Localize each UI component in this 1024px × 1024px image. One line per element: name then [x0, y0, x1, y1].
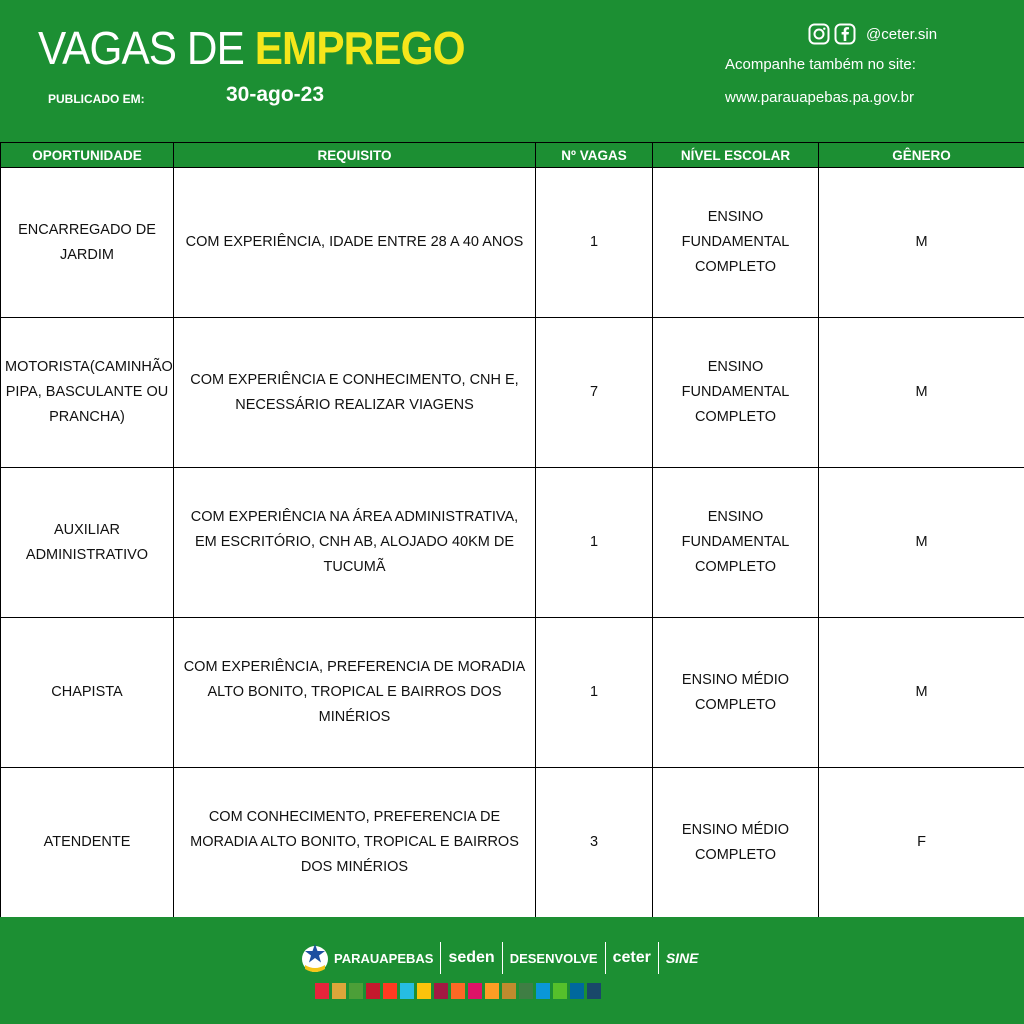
table-row [1, 768, 1024, 918]
logo-text-parauapebas: PARAUAPEBAS [334, 950, 434, 966]
sdg-goal-14-icon [536, 983, 550, 999]
cell-role: CHAPISTA [1, 618, 174, 768]
logo-prefeitura-parauapebas [300, 941, 433, 975]
sdg-goal-8-icon [434, 983, 448, 999]
logo-desenvolve: DESENVOLVE [509, 950, 598, 966]
table-header-row [1, 143, 1024, 168]
col-header-genero: GÊNERO [819, 143, 1024, 168]
sdg-goal-6-icon [400, 983, 414, 999]
cell-role: MOTORISTA(CAMINHÃO PIPA, BASCULANTE OU PRANCHA) [1, 318, 174, 468]
cell-requirement: COM EXPERIÊNCIA NA ÁREA ADMINISTRATIVA, EM ESCRITÓRIO, CNH AB, ALOJADO 40KM DE TUCUMÃ [174, 468, 536, 618]
cell-role: ATENDENTE [1, 768, 174, 918]
page-title [38, 22, 465, 74]
sdg-goal-5-icon [383, 983, 397, 999]
site-url-link[interactable]: www.parauapebas.pa.gov.br [725, 89, 915, 106]
sdg-goal-3-icon [349, 983, 363, 999]
logo-divider [502, 942, 503, 974]
prefeitura-emblem-icon [300, 941, 330, 975]
col-header-vagas: Nº VAGAS [536, 143, 653, 168]
logo-divider [605, 942, 606, 974]
instagram-icon[interactable] [808, 23, 830, 45]
cell-requirement: COM EXPERIÊNCIA, PREFERENCIA DE MORADIA ALTO BONITO, TROPICAL E BAIRROS DOS MINÉRIOS [174, 618, 536, 768]
cell-gender: F [819, 768, 1024, 918]
cell-requirement: COM EXPERIÊNCIA, IDADE ENTRE 28 A 40 ANOS [174, 168, 536, 318]
cell-vacancies: 7 [536, 318, 653, 468]
cell-requirement: COM EXPERIÊNCIA E CONHECIMENTO, CNH E, NECESSÁRIO REALIZAR VIAGENS [174, 318, 536, 468]
cell-vacancies: 3 [536, 768, 653, 918]
title-part-vagas: VAGAS DE [38, 22, 255, 74]
sdg-goal-4-icon [366, 983, 380, 999]
sdg-icons-strip [315, 983, 601, 999]
table-row [1, 318, 1024, 468]
header-banner [0, 0, 1024, 142]
logo-ceter: ceter [612, 949, 651, 966]
col-header-requisito: REQUISITO [174, 143, 536, 168]
logo-sine: SINE [665, 950, 699, 966]
sdg-goal-2-icon [332, 983, 346, 999]
col-header-nivel-escolar: NÍVEL ESCOLAR [653, 143, 819, 168]
cell-gender: M [819, 468, 1024, 618]
cell-gender: M [819, 168, 1024, 318]
logo-seden: seden [448, 949, 495, 966]
cell-education: ENSINO FUNDAMENTAL COMPLETO [653, 318, 819, 468]
sdg-goal-17-icon [587, 983, 601, 999]
cell-vacancies: 1 [536, 618, 653, 768]
sdg-goal-7-icon [417, 983, 431, 999]
sdg-goal-11-icon [485, 983, 499, 999]
cell-education: ENSINO FUNDAMENTAL COMPLETO [653, 168, 819, 318]
sdg-goal-1-icon [315, 983, 329, 999]
logo-divider [658, 942, 659, 974]
table-row [1, 618, 1024, 768]
col-header-oportunidade: OPORTUNIDADE [1, 143, 174, 168]
site-label: Acompanhe também no site: [725, 56, 916, 73]
social-handle[interactable]: @ceter.sin [866, 25, 938, 43]
sdg-goal-10-icon [468, 983, 482, 999]
title-part-emprego: EMPREGO [254, 22, 465, 74]
sdg-goal-16-icon [570, 983, 584, 999]
facebook-icon[interactable] [834, 23, 856, 45]
cell-vacancies: 1 [536, 468, 653, 618]
social-links [808, 22, 937, 46]
cell-vacancies: 1 [536, 168, 653, 318]
cell-role: ENCARREGADO DE JARDIM [1, 168, 174, 318]
sdg-goal-12-icon [502, 983, 516, 999]
table-row [1, 468, 1024, 618]
jobs-table [0, 142, 1024, 918]
sdg-goal-15-icon [553, 983, 567, 999]
cell-role: AUXILIAR ADMINISTRATIVO [1, 468, 174, 618]
published-label: PUBLICADO EM: [48, 92, 145, 106]
logo-divider [440, 942, 441, 974]
cell-requirement: COM CONHECIMENTO, PREFERENCIA DE MORADIA ALTO BONITO, TROPICAL E BAIRROS DOS MINÉRIOS [174, 768, 536, 918]
cell-gender: M [819, 618, 1024, 768]
cell-education: ENSINO MÉDIO COMPLETO [653, 768, 819, 918]
sdg-goal-13-icon [519, 983, 533, 999]
table-row [1, 168, 1024, 318]
cell-education: ENSINO MÉDIO COMPLETO [653, 618, 819, 768]
sponsor-logos [300, 938, 699, 978]
published-date: 30-ago-23 [226, 83, 325, 106]
sdg-goal-9-icon [451, 983, 465, 999]
cell-gender: M [819, 318, 1024, 468]
cell-education: ENSINO FUNDAMENTAL COMPLETO [653, 468, 819, 618]
